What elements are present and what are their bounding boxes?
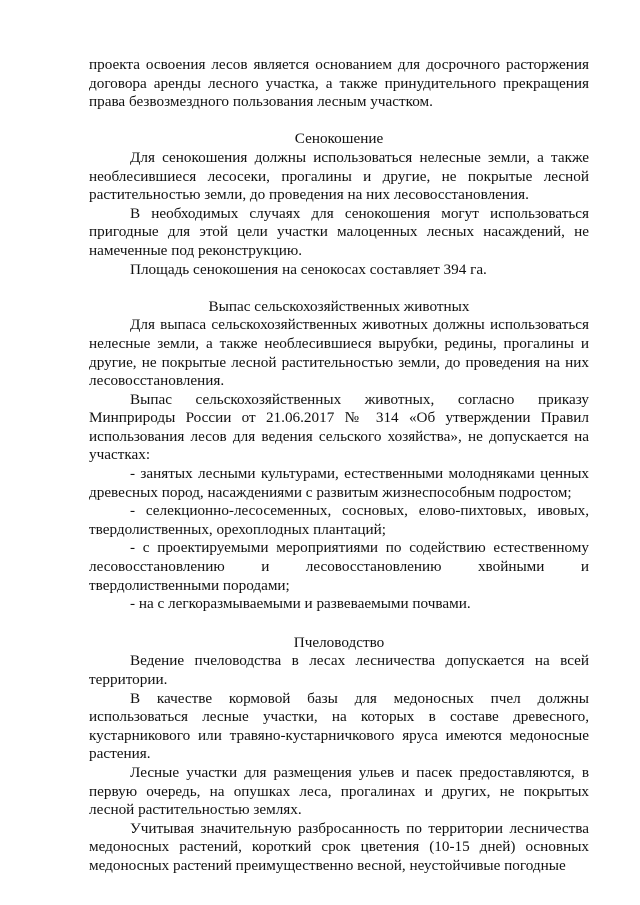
paragraph: Площадь сенокошения на сенокосах составляет 394 га.: [130, 260, 487, 278]
paragraph: Лесные участки для размещения ульев и пасек предоставляются, в первую очередь, на опушках леса, прогалинах и других, не покрытых лесной растительностью землях.: [89, 763, 589, 819]
section-heading-haymaking: Сенокошение: [294, 130, 384, 148]
section-heading-grazing: Выпас сельскохозяйственных животных: [208, 297, 470, 315]
paragraph: Для выпаса сельскохозяйственных животных должны использоваться нелесные земли, а также необлесившиеся вырубки, редины, прогалины и другие, не покрытые лесной растительностью земли, до проведения на них лесовосстановления.: [89, 316, 589, 390]
paragraph: В качестве кормовой базы для медоносных пчел должны использоваться лесные участки, на которых в составе древесного, кустарникового или травяно-кустарничкового яруса имеются медоносные растения.: [89, 689, 589, 763]
list-item: - занятых лесными культурами, естественными молодняками ценных древесных пород, насаждениями с развитым жизнеспособным подростом;: [89, 465, 589, 501]
list-item: - селекционно-лесосеменных, сосновых, елово-пихтовых, ивовых, твердолиственных, орехоплодных плантаций;: [89, 502, 589, 538]
paragraph: Ведение пчеловодства в лесах лесничества допускается на всей территории.: [89, 652, 589, 688]
spacer: [89, 112, 589, 131]
paragraph: Для сенокошения должны использоваться нелесные земли, а также необлесившиеся лесосеки, прогалины и другие, не покрытые лесной растительностью земли, до проведения на них лесовосстановления.: [89, 148, 589, 204]
paragraph: Учитывая значительную разбросанность по территории лесничества медоносных растений, короткий срок цветения (10-15 дней) основных медоносных растений преимущественно весной, неустойчивые погодные: [89, 819, 589, 874]
spacer: [89, 279, 589, 298]
section-heading-beekeeping: Пчеловодство: [293, 633, 385, 651]
continuation-paragraph: проекта освоения лесов является основанием для досрочного расторжения договора аренды лесного участка, а также принудительного прекращения права безвозмездного пользования лесным участком.: [89, 56, 589, 111]
paragraph: Выпас сельскохозяйственных животных, согласно приказу Минприроды России от 21.06.2017 № 314 «Об утверждении Правил использования лесов для ведения сельского хозяйства», не допускается на участках:: [89, 390, 589, 464]
paragraph: В необходимых случаях для сенокошения могут использоваться пригодные для этой цели участки малоценных лесных насаждений, не намеченные под реконструкцию.: [89, 204, 589, 259]
list-item: - с проектируемыми мероприятиями по содействию естественному лесовосстановлению и лесовосстановлению хвойными и твердолиственными породами;: [89, 539, 589, 594]
document-page: [89, 56, 589, 876]
list-item: - на с легкоразмываемыми и развеваемыми почвами.: [130, 595, 471, 613]
spacer: [89, 614, 589, 634]
